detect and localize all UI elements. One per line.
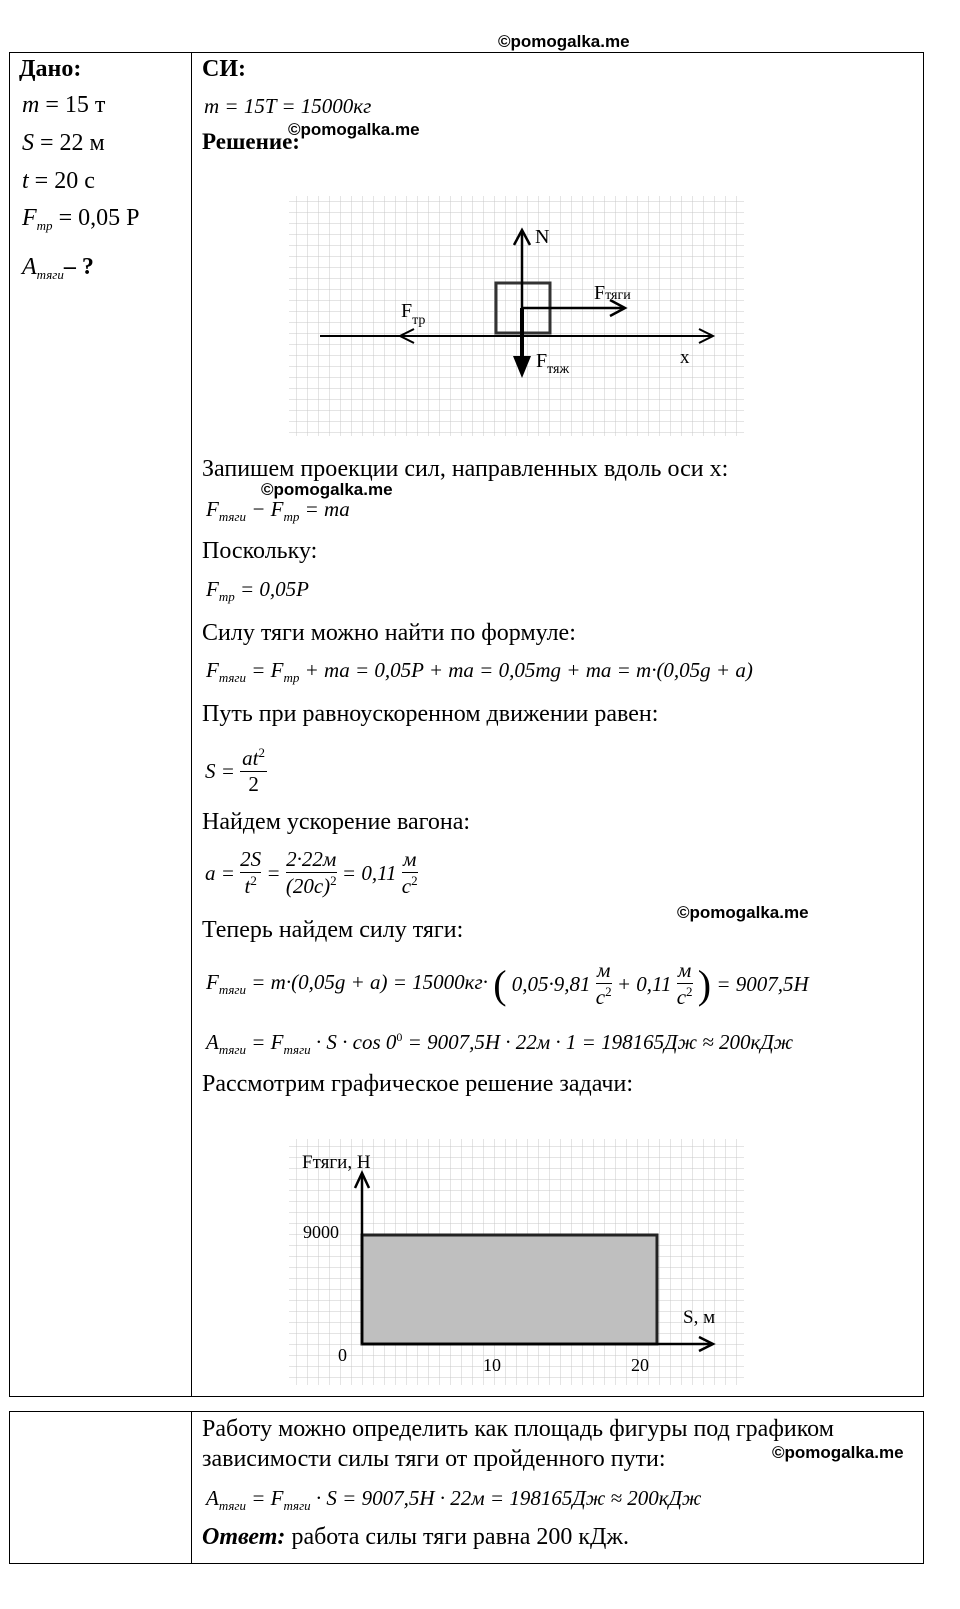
given-time: t = 20 с xyxy=(22,168,95,194)
formula-path: S = $\frac{at^2}{2}$ xyxy=(205,745,266,796)
label-x-axis: x xyxy=(680,347,690,368)
column-divider xyxy=(191,1411,192,1564)
traction-graph xyxy=(285,1135,755,1390)
watermark: ©pomogalka.me xyxy=(261,480,393,499)
column-divider xyxy=(191,52,192,1397)
x-axis-label: S, м xyxy=(683,1307,716,1328)
si-formula: m = 15T = 15000кг xyxy=(204,94,372,118)
label-N: N xyxy=(535,226,550,248)
text-traction-formula: Силу тяги можно найти по формуле: xyxy=(202,620,576,646)
force-diagram xyxy=(285,190,755,445)
y-axis-label: Fтяги, Н xyxy=(302,1152,371,1173)
text-since: Поскольку: xyxy=(202,538,318,564)
watermark: ©pomogalka.me xyxy=(677,903,809,922)
y-tick-label: 9000 xyxy=(303,1222,339,1242)
formula-acceleration: a = $\frac{2S}{t^2}$ = 2·22м $(20с)^2$ = 0,11 м $с^2$ xyxy=(205,847,418,898)
given-mass: m = 15 т xyxy=(22,92,106,118)
text-path: Путь при равноускоренном движении равен: xyxy=(202,701,659,727)
text-projections: Запишем проекции сил, направленных вдоль оси x: xyxy=(202,456,729,482)
x-tick-label: 10 xyxy=(483,1355,501,1375)
watermark: ©pomogalka.me xyxy=(288,120,420,139)
watermark: ©pomogalka.me xyxy=(772,1443,904,1462)
label-friction: $F_{тр}$ xyxy=(401,300,426,328)
x-tick-label: 20 xyxy=(631,1355,649,1375)
origin-label: 0 xyxy=(338,1345,347,1365)
formula-traction-value: $F_{тяги} = m\cdot(0,05g + a) = 15000кг\cdot$ ( 0,05·9,81 м $с^2$ + 0,11 м $с^2$ ) = 9007,5Н xyxy=(206,958,809,1009)
given-unknown: $A_{тяги}-$ ? xyxy=(22,254,94,282)
text-acceleration: Найдем ускорение вагона: xyxy=(202,809,471,835)
text-area-interpretation-cont: зависимости силы тяги от пройденного пути: xyxy=(202,1446,666,1472)
si-header: СИ: xyxy=(202,56,246,82)
formula-work-area: $A_{тяги} = F_{тяги} \cdot S = 9007,5Н \cdot 22м = 198165Дж \approx 200кДж$ xyxy=(206,1486,702,1513)
given-header: Дано: xyxy=(19,56,82,82)
formula-work: $A_{тяги} = F_{тяги} \cdot S \cdot \cos 0^0 = 9007,5Н \cdot 22м \cdot 1 = 198165Дж \approx 200кДж$ xyxy=(206,1030,794,1057)
given-friction: $F_{тр} = 0,05$ P xyxy=(22,205,140,233)
work-area-rectangle xyxy=(362,1235,657,1344)
label-traction: Fтяги xyxy=(594,282,631,304)
formula-projection: $F_{тяги} - F_{тр}$ = ma xyxy=(206,497,350,524)
watermark: ©pomogalka.me xyxy=(498,32,630,51)
answer: Ответ: работа силы тяги равна 200 кДж. xyxy=(202,1524,630,1550)
label-gravity: $F_{тяж}$ xyxy=(536,350,570,377)
text-find-traction: Теперь найдем силу тяги: xyxy=(202,917,464,943)
grid-background xyxy=(289,196,744,436)
formula-friction: $F_{тр} = 0,05P$ xyxy=(206,577,309,604)
text-graphical: Рассмотрим графическое решение задачи: xyxy=(202,1071,633,1097)
given-distance: S = 22 м xyxy=(22,130,105,156)
text-area-interpretation: Работу можно определить как площадь фигуры под графиком xyxy=(202,1416,834,1442)
solution-header: Решение: xyxy=(202,129,300,154)
formula-traction: $F_{тяги} = F_{тр}$ + ma = 0,05P + ma = 0,05mg + ma = m·(0,05g + a) xyxy=(206,658,753,685)
